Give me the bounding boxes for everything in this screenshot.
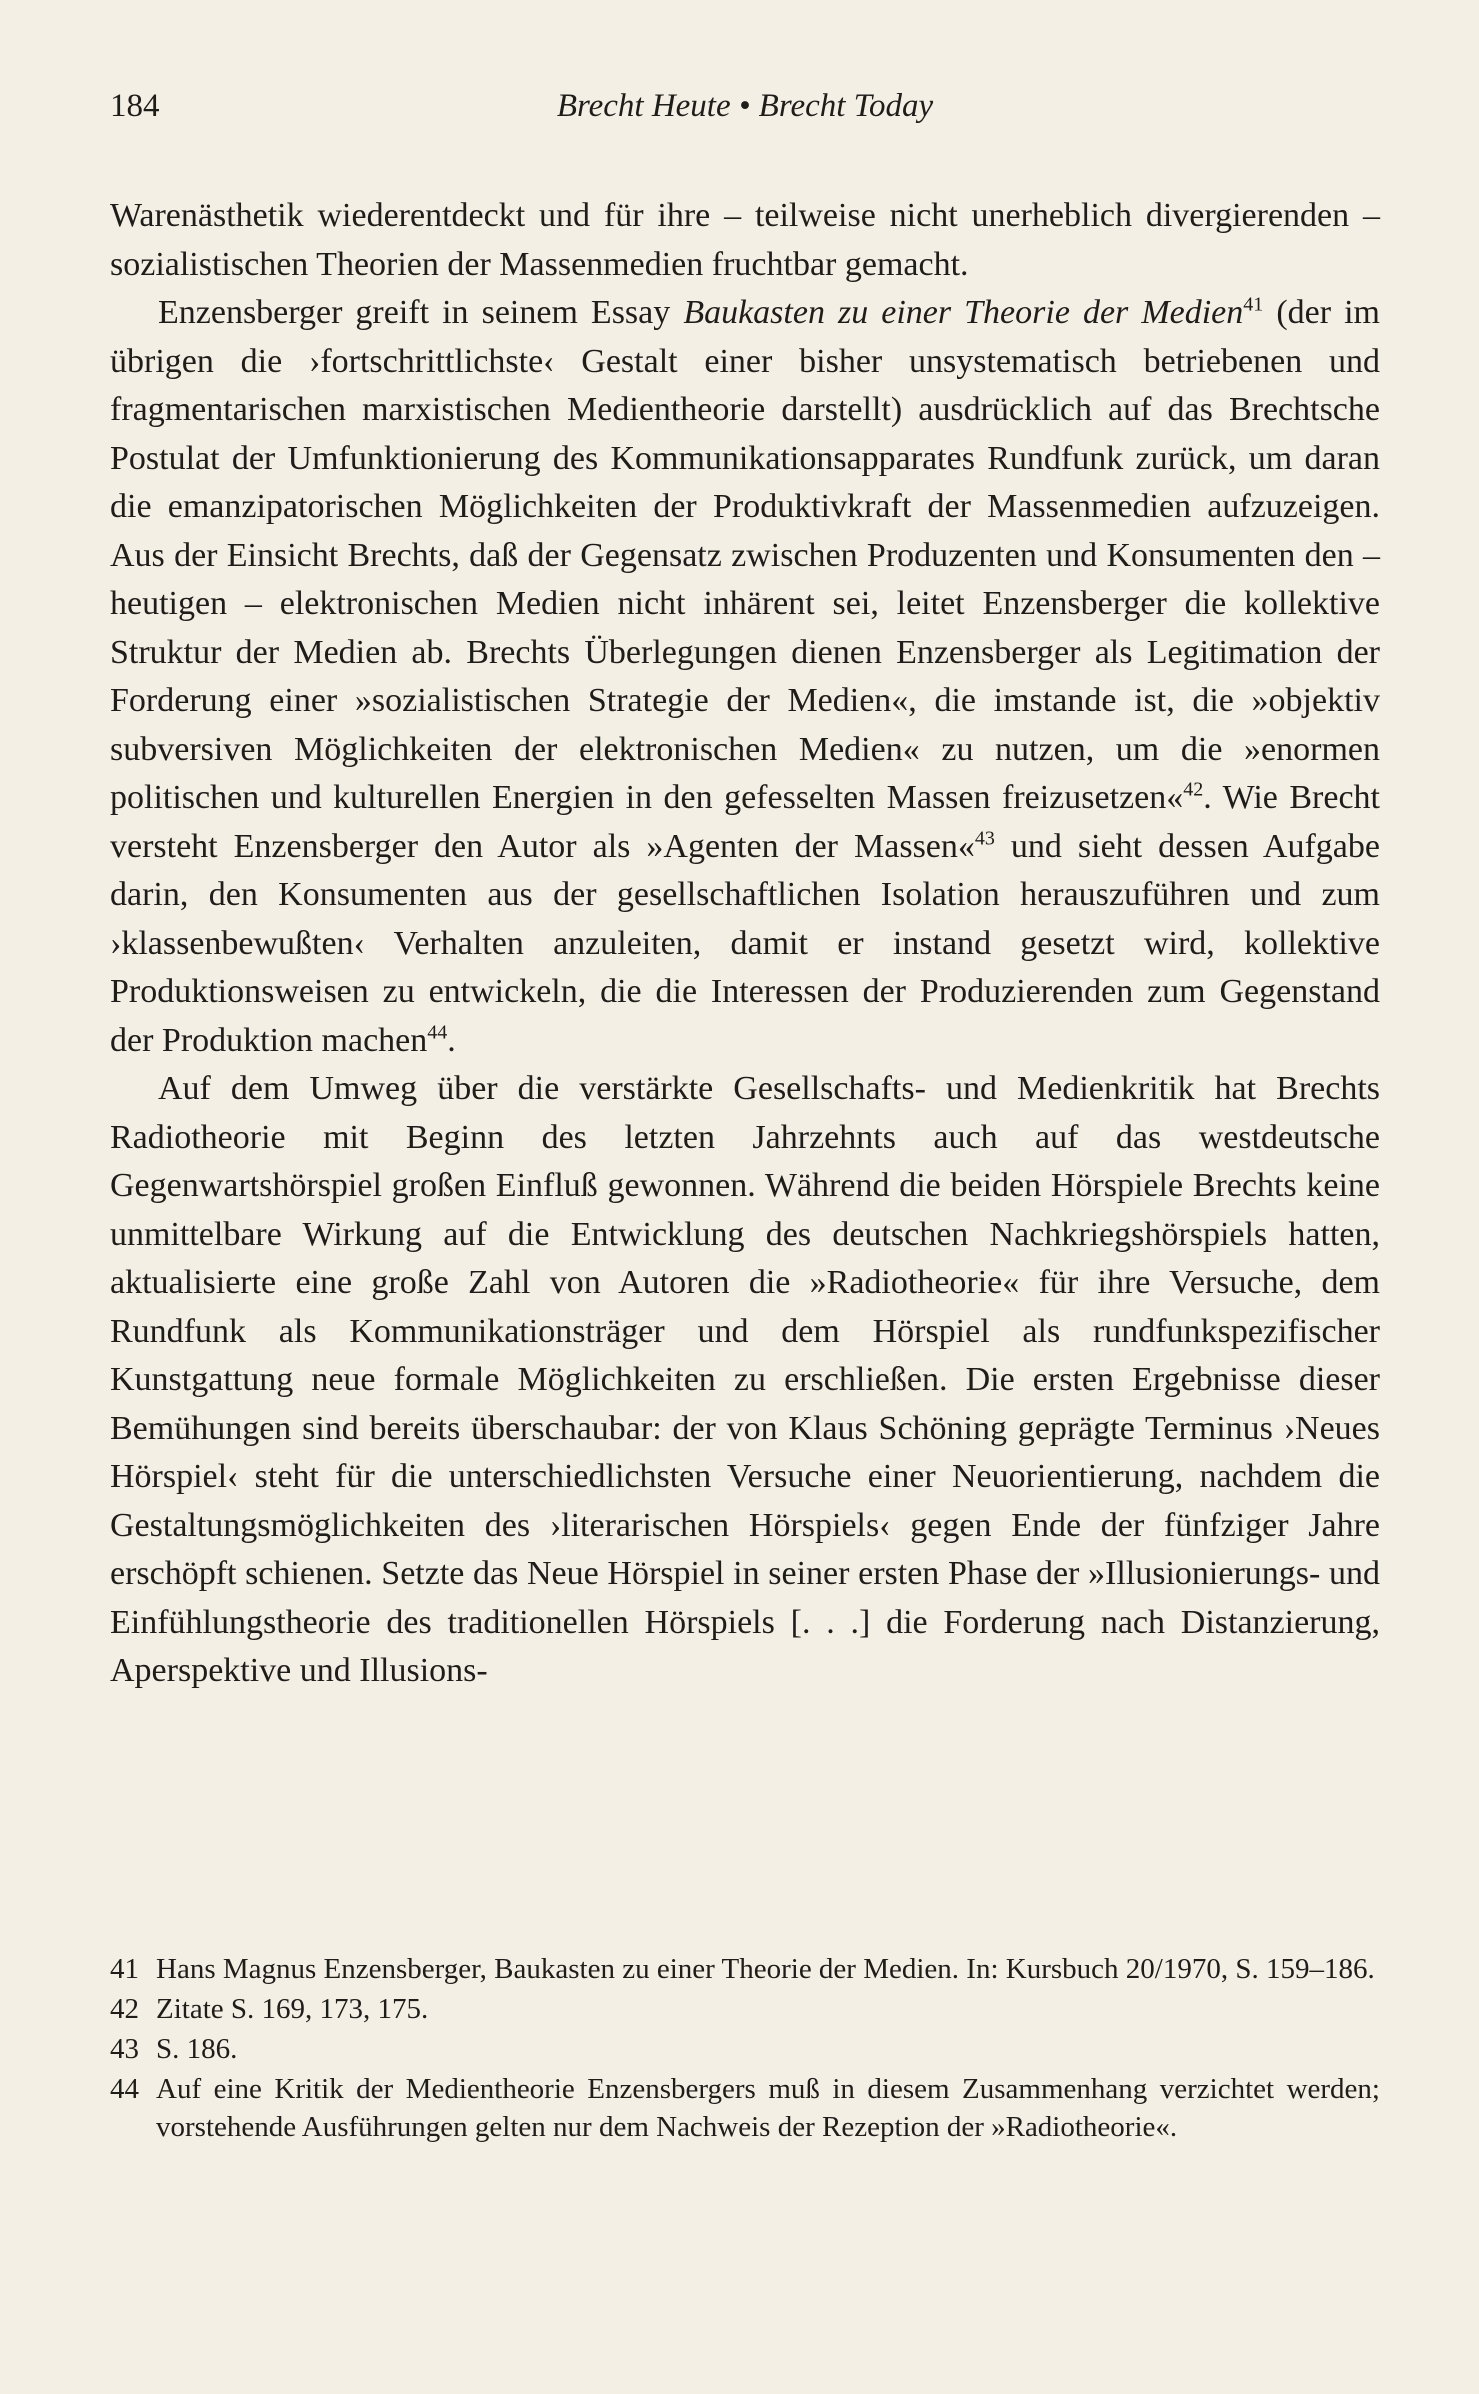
footnote-ref-43: 43 [974, 827, 995, 850]
paragraph-2-text-3: und sieht dessen Aufgabe darin, den Konsumenten aus der gesellschaftlichen Isolation herauszuführen und zum ›klassenbewußten‹ Verhalten anzuleiten, damit er instand gesetzt wird, kollektive Produktionsweisen zu entwickeln, die die Interessen der Produzierenden zum Gegenstand der Produktion machen [110, 827, 1380, 1059]
essay-title: Baukasten zu einer Theorie der Medien [683, 294, 1244, 331]
running-head [110, 80, 1380, 140]
footnote-number: 43 [110, 2033, 139, 2065]
footnote [110, 2030, 1380, 2068]
paragraph-3: Auf dem Umweg über die verstärkte Gesellschafts- und Medienkritik hat Brechts Radiotheorie mit Beginn des letzten Jahrzehnts auch auf das westdeutsche Gegenwartshörspiel großen Einfluß gewonnen. Während die beiden Hörspiele Brechts keine unmittelbare Wirkung auf die Entwicklung des deutschen Nachkriegshörspiels hatten, aktualisierte eine große Zahl von Autoren die »Radiotheorie« für ihre Versuche, dem Rundfunk als Kommunikationsträger und dem Hörspiel als rundfunkspezifischer Kunstgattung neue formale Möglichkeiten zu erschließen. Die ersten Ergebnisse dieser Bemühungen sind bereits überschaubar: der von Klaus Schöning geprägte Terminus ›Neues Hörspiel‹ steht für die unterschiedlichsten Versuche einer Neuorientierung, nachdem die Gestaltungsmöglichkeiten des ›literarischen Hörspiels‹ gegen Ende der fünfziger Jahre erschöpft schienen. Setzte das Neue Hörspiel in seiner ersten Phase der »Illusionierungs- und Einfühlungstheorie des traditionellen Hörspiels [. . .] die Forderung nach Distanzierung, Aperspektive und Illusions- [110, 1070, 1380, 1689]
paragraph-2-end: . [447, 1021, 456, 1059]
footnote [110, 2070, 1380, 2146]
footnote [110, 1990, 1380, 2028]
footnote-number: 44 [110, 2073, 139, 2105]
footnote-text: Zitate S. 169, 173, 175. [156, 1993, 429, 2025]
paragraph-2-text: (der im übrigen die ›fortschrittlichste‹ Gestalt einer bisher unsystematisch betriebenen und fragmentarischen marxistischen Medientheorie darstellt) ausdrücklich auf das Brechtsche Postulat der Umfunktionierung des Kommunikationsapparates Rundfunk zurück, um daran die emanzipatorischen Möglichkeiten der Produktivkraft der Massenmedien aufzuzeigen. Aus der Einsicht Brechts, daß der Gegensatz zwischen Produzenten und Konsumenten den – heutigen – elektronischen Medien nicht inhärent sei, leitet Enzensberger die kollektive Struktur der Medien ab. Brechts Überlegungen dienen Enzensberger als Legitimation der Forderung einer »sozialistischen Strategie der Medien«, die imstande ist, die »objektiv subversiven Möglichkeiten der elektronischen Medien« zu nutzen, um die »enormen politischen und kulturellen Energien in den gefesselten Massen freizusetzen« [110, 294, 1380, 816]
footnote-text: S. 186. [156, 2033, 238, 2065]
paragraph-2-text-2: . Wie Brecht versteht Enzensberger den Autor als »Agenten der Massen« [110, 779, 1380, 865]
footnote-number: 42 [110, 1993, 139, 2025]
paragraph-1: Warenästhetik wiederentdeckt und für ihre – teilweise nicht unerheblich divergierenden – sozialistischen Theorien der Massenmedien fruchtbar gemacht. [110, 197, 1380, 283]
page-number: 184 [110, 88, 160, 124]
footnote-text: Auf eine Kritik der Medientheorie Enzensbergers muß in diesem Zusammenhang verzichtet werden; vorstehende Ausführungen gelten nur dem Nachweis der Rezeption der »Radiotheorie«. [156, 2073, 1380, 2143]
footnote-ref-44: 44 [427, 1021, 448, 1044]
footnote-number: 41 [110, 1953, 139, 1985]
running-title: Brecht Heute • Brecht Today [556, 88, 934, 124]
footnote-ref-42: 42 [1183, 778, 1204, 801]
footnote-ref-41: 41 [1243, 293, 1264, 316]
footnote [110, 1950, 1380, 1988]
body-text [110, 192, 1380, 1696]
paragraph-2 [110, 289, 1380, 1065]
paragraph-2-pre: Enzensberger greift in seinem Essay [158, 294, 684, 331]
footnotes [110, 1950, 1380, 2148]
footnote-text: Hans Magnus Enzensberger, Baukasten zu einer Theorie der Medien. In: Kursbuch 20/1970, S. 159–186. [156, 1953, 1375, 1985]
book-page [110, 80, 1380, 2143]
